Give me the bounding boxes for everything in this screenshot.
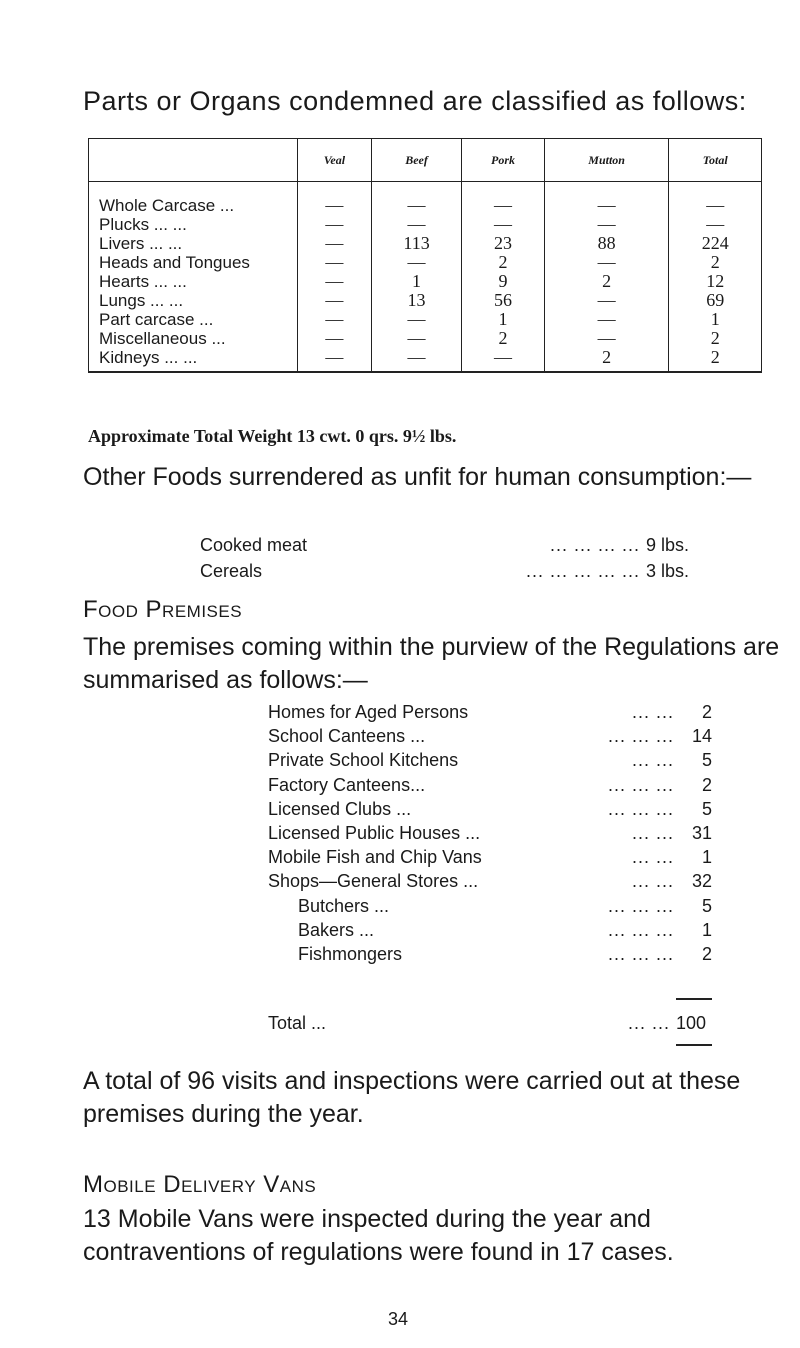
row-label: Whole Carcase ... — [89, 182, 298, 216]
list-item — [268, 869, 728, 893]
row-label: Part carcase ... — [89, 310, 298, 329]
cell-total: 224 — [669, 234, 762, 253]
column-header-pork: Pork — [462, 139, 545, 182]
cell-veal: — — [298, 234, 372, 253]
item-value: 31 — [691, 823, 712, 843]
row-label: Miscellaneous ... — [89, 329, 298, 348]
cell-veal: — — [298, 310, 372, 329]
list-item — [268, 845, 728, 869]
column-header-total: Total — [669, 139, 762, 182]
table-row — [89, 272, 762, 291]
cell-pork: 56 — [462, 291, 545, 310]
row-label: Livers ... ... — [89, 234, 298, 253]
food-premises-intro: The premises coming within the purview of the Regulations are summarised as follows:— — [83, 633, 780, 694]
cell-beef: — — [371, 348, 461, 372]
row-label: Plucks ... ... — [89, 215, 298, 234]
list-item — [268, 821, 728, 845]
item-label: Butchers ... — [298, 895, 390, 916]
leader-dots: ... ... ... — [607, 919, 674, 940]
table-header-row — [89, 139, 762, 182]
list-item — [268, 748, 728, 772]
cell-pork: — — [462, 215, 545, 234]
cell-veal: — — [298, 291, 372, 310]
item-value: 2 — [701, 944, 712, 964]
cell-beef: — — [371, 329, 461, 348]
cell-total: 12 — [669, 272, 762, 291]
leader-dots: ... ... ... — [607, 895, 674, 916]
cell-pork: — — [462, 348, 545, 372]
mobile-vans-paragraph: 13 Mobile Vans were inspected during the year and contraventions of regulations were found in 17 cases. — [83, 1205, 674, 1266]
table-row — [89, 348, 762, 372]
cell-pork: 9 — [462, 272, 545, 291]
cell-mutton: 2 — [544, 272, 669, 291]
leader-dots: ... ... ... ... — [549, 535, 640, 555]
item-label: Licensed Public Houses ... — [268, 823, 481, 843]
page-heading: Parts or Organs condemned are classified as follows: — [83, 86, 747, 116]
item-label: Cereals — [200, 561, 263, 581]
cell-veal: — — [298, 215, 372, 234]
cell-total: 2 — [669, 329, 762, 348]
total-rule-bottom — [676, 1044, 712, 1046]
table-row — [89, 329, 762, 348]
item-value: 2 — [701, 774, 712, 795]
cell-total: — — [669, 215, 762, 234]
list-item — [268, 724, 728, 748]
list-item — [298, 894, 758, 918]
table-row — [89, 291, 762, 310]
cell-veal: — — [298, 253, 372, 272]
leader-dots: ... ... — [631, 702, 674, 722]
item-value: 1 — [701, 919, 712, 940]
cell-beef: 1 — [371, 272, 461, 291]
total-rule-top — [676, 998, 712, 1000]
item-value: 2 — [701, 702, 712, 722]
item-label: Bakers ... — [298, 919, 375, 940]
leader-dots: ... ... ... — [607, 726, 674, 747]
mobile-vans-title: Mobile Delivery Vans — [83, 1171, 317, 1198]
item-value: 14 — [691, 726, 712, 747]
item-value: 9 lbs. — [646, 535, 690, 555]
cell-total: 69 — [669, 291, 762, 310]
table-row — [89, 182, 762, 216]
cell-pork: 2 — [462, 329, 545, 348]
row-label: Kidneys ... ... — [89, 348, 298, 372]
list-item — [268, 797, 728, 821]
leader-dots: ... ... — [631, 871, 674, 892]
cell-veal: — — [298, 182, 372, 216]
item-label: Shops—General Stores ... — [268, 871, 479, 892]
leader-dots: ... ... ... — [607, 774, 674, 795]
page-number: 34 — [388, 1309, 409, 1329]
cell-pork: 1 — [462, 310, 545, 329]
cell-total: 2 — [669, 253, 762, 272]
approximate-total-weight: Approximate Total Weight 13 cwt. 0 qrs. 9½ lbs. — [88, 426, 457, 446]
food-premises-title: Food Premises — [83, 596, 243, 623]
item-value: 5 — [701, 895, 712, 916]
other-foods-paragraph: Other Foods surrendered as unfit for human consumption:— — [83, 463, 752, 491]
column-header-mutton: Mutton — [544, 139, 669, 182]
item-label: Licensed Clubs ... — [268, 798, 412, 819]
list-item — [298, 942, 758, 966]
item-value: 5 — [701, 798, 712, 819]
leader-dots: ... ... — [631, 823, 674, 843]
cell-mutton: 88 — [544, 234, 669, 253]
cell-mutton: — — [544, 215, 669, 234]
cell-total: 2 — [669, 348, 762, 372]
cell-pork: 23 — [462, 234, 545, 253]
cell-mutton: 2 — [544, 348, 669, 372]
table-row — [89, 310, 762, 329]
cell-pork: 2 — [462, 253, 545, 272]
cell-veal: — — [298, 348, 372, 372]
list-item — [298, 918, 758, 942]
row-label: Lungs ... ... — [89, 291, 298, 310]
visits-paragraph: A total of 96 visits and inspections were carried out at these premises during the year. — [83, 1067, 741, 1128]
cell-veal: — — [298, 272, 372, 291]
cell-mutton: — — [544, 253, 669, 272]
row-label: Heads and Tongues — [89, 253, 298, 272]
cell-beef: — — [371, 310, 461, 329]
leader-dots: ... ... — [631, 847, 674, 868]
leader-dots: ... ... — [631, 750, 674, 771]
item-label: Homes for Aged Persons — [268, 702, 469, 722]
cell-mutton: — — [544, 291, 669, 310]
cell-mutton: — — [544, 329, 669, 348]
cell-veal: — — [298, 329, 372, 348]
row-label: Hearts ... ... — [89, 272, 298, 291]
item-value: 3 lbs. — [646, 561, 690, 581]
item-value: 32 — [691, 871, 712, 892]
table-row — [89, 253, 762, 272]
column-header-blank — [89, 139, 298, 182]
cell-beef: 13 — [371, 291, 461, 310]
cell-mutton: — — [544, 182, 669, 216]
item-label: Private School Kitchens — [268, 750, 459, 771]
cell-total: 1 — [669, 310, 762, 329]
list-item — [268, 700, 728, 724]
leader-dots: ... ... ... ... ... — [525, 561, 640, 581]
item-label: Mobile Fish and Chip Vans — [268, 847, 482, 868]
item-label: Factory Canteens... — [268, 774, 426, 795]
cell-beef: — — [371, 253, 461, 272]
item-value: 1 — [701, 847, 712, 868]
total-row — [268, 1011, 728, 1035]
item-label: Fishmongers — [298, 944, 403, 964]
item-label: School Canteens ... — [268, 726, 426, 747]
table-body — [89, 182, 762, 373]
item-value: 5 — [701, 750, 712, 771]
cell-beef: — — [371, 182, 461, 216]
leader-dots: ... ... ... — [607, 944, 674, 964]
leader-dots: ... ... ... — [607, 798, 674, 819]
total-value: 100 — [676, 1013, 707, 1033]
list-item — [268, 773, 728, 797]
item-label: Cooked meat — [200, 535, 308, 555]
list-item — [200, 533, 710, 557]
table-row — [89, 234, 762, 253]
table-row — [89, 215, 762, 234]
leader-dots: ... ... — [627, 1013, 670, 1033]
total-label: Total ... — [268, 1013, 327, 1033]
cell-total: — — [669, 182, 762, 216]
list-item — [200, 559, 710, 583]
column-header-veal: Veal — [298, 139, 372, 182]
cell-beef: — — [371, 215, 461, 234]
cell-pork: — — [462, 182, 545, 216]
condemned-organs-table — [88, 138, 762, 373]
column-header-beef: Beef — [371, 139, 461, 182]
cell-beef: 113 — [371, 234, 461, 253]
cell-mutton: — — [544, 310, 669, 329]
